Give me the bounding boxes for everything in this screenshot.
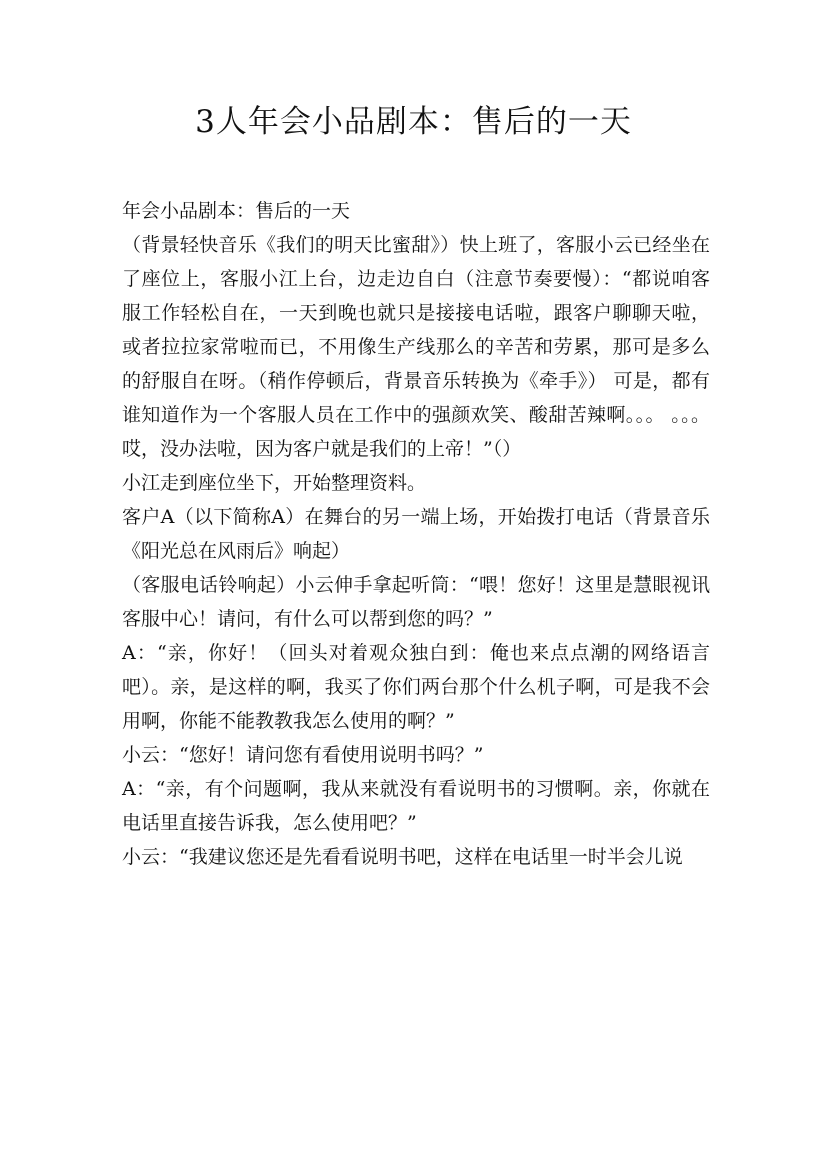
- document-title: 3人年会小品剧本：售后的一天: [195, 104, 632, 140]
- paragraph-customer-line-2: A：“亲，有个问题啊，我从来就没有看说明书的习惯啊。亲，你就在电话里直接告诉我，怎么使用吧？”: [122, 778, 710, 834]
- paragraph-opening-monologue: （背景轻快音乐《我们的明天比蜜甜》）快上班了，客服小云已经坐在了座位上，客服小江上台，边走边自白（注意节奏要慢）：“都说咱客服工作轻松自在，一天到晚也就只是接接电话啦，跟客户聊聊天啦，或者拉拉家常啦而已，不用像生产线那么的辛苦和劳累，那可是多么的舒服自在呀。（稍作停顿后，背景音乐转换为《牵手》） 可是，都有谁知道作为一个客服人员在工作中的强颜欢笑、酸甜苦辣啊。。。 。。。哎，没办法啦，因为客户就是我们的上帝！”（）: [122, 234, 710, 460]
- paragraph-xiaojiang-sits: 小江走到座位坐下，开始整理资料。: [122, 472, 427, 494]
- paragraph-phone-rings: （客服电话铃响起）小云伸手拿起听筒：“喂！您好！这里是慧眼视讯客服中心！请问，有什么可以帮到您的吗？”: [122, 574, 710, 630]
- paragraph-xiaoyun-line-1: 小云：“您好！请问您有看使用说明书吗？”: [122, 744, 484, 766]
- paragraph-subtitle: 年会小品剧本：售后的一天: [122, 200, 351, 222]
- paragraph-customer-enters: 客户A（以下简称A）在舞台的另一端上场，开始拨打电话（背景音乐《阳光总在风雨后》响起）: [122, 506, 710, 562]
- document-body: [122, 194, 710, 874]
- paragraph-xiaoyun-line-2: 小云：“我建议您还是先看看说明书吧，这样在电话里一时半会儿说: [122, 846, 683, 868]
- paragraph-customer-line-1: A：“亲，你好！（回头对着观众独白到：俺也来点点潮的网络语言吧）。亲，是这样的啊，我买了你们两台那个什么机子啊，可是我不会用啊，你能不能教教我怎么使用的啊？”: [122, 642, 710, 732]
